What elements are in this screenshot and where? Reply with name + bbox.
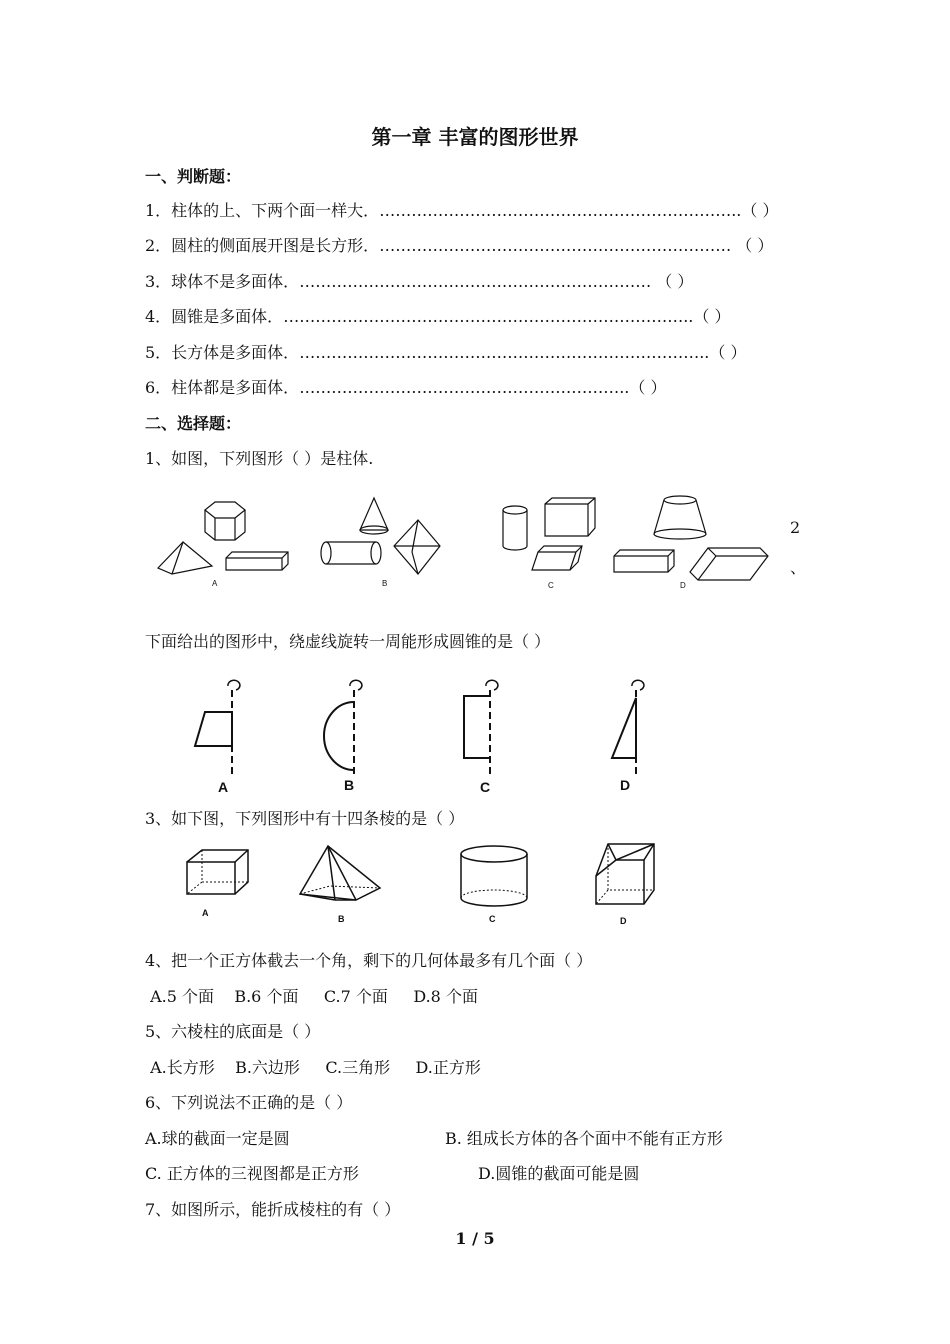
question-5-options: A.长方形 B.六边形 C.三角形 D.正方形	[145, 1058, 481, 1077]
question-6-option-d: D.圆锥的截面可能是圆	[478, 1164, 640, 1183]
q2-label-a: A	[218, 779, 229, 795]
q1-label-a: A	[212, 579, 218, 588]
q2-label-c: C	[480, 779, 491, 795]
q3-label-d: D	[620, 916, 627, 926]
judgement-item-5: 5．长方体是多面体．…………………………………………………………………..（ ）	[145, 343, 747, 362]
question-2: 下面给出的图形中，绕虚线旋转一周能形成圆锥的是（ ）	[145, 632, 551, 651]
judgement-item-3: 3．球体不是多面体．………………………………………………………… （ ）	[145, 272, 694, 291]
question-2-number: 2	[790, 518, 801, 537]
q3-label-a: A	[202, 908, 209, 918]
q2-option-c-shape	[464, 680, 498, 774]
q1-option-d-shapes	[614, 496, 768, 580]
q2-option-d-shape	[612, 680, 644, 774]
question-4-options: A.5 个面 B.6 个面 C.7 个面 D.8 个面	[145, 987, 478, 1006]
section-choice-heading: 二、选择题：	[145, 414, 242, 433]
q1-option-b-shapes	[321, 498, 440, 574]
q3-option-b-shape	[300, 846, 380, 900]
question-6-option-a: A.球的截面一定是圆	[145, 1129, 290, 1148]
q2-figure	[180, 672, 670, 796]
question-7: 7、如图所示，能折成棱柱的有（ ）	[145, 1200, 401, 1219]
page-title: 第一章 丰富的图形世界	[371, 125, 579, 149]
q3-option-a-shape	[187, 850, 248, 894]
q1-label-d: D	[680, 581, 686, 590]
question-5: 5、六棱柱的底面是（ ）	[145, 1022, 321, 1041]
question-2-separator: 、	[790, 558, 807, 577]
judgement-item-1: 1．柱体的上、下两个面一样大．…………………………………………………………..（ ）	[145, 201, 779, 220]
q1-label-b: B	[382, 579, 388, 588]
q1-option-a-shapes	[158, 502, 288, 574]
q3-option-c-shape	[461, 846, 527, 906]
judgement-item-6: 6．柱体都是多面体．……………………………………………………..（ ）	[145, 378, 667, 397]
q2-label-b: B	[344, 777, 355, 793]
q2-label-d: D	[620, 777, 631, 793]
question-6-option-c: C. 正方体的三视图都是正方形	[145, 1164, 359, 1183]
q3-label-c: C	[489, 914, 496, 924]
q2-option-b-shape	[324, 680, 362, 774]
question-6: 6、下列说法不正确的是（ ）	[145, 1093, 353, 1112]
page-number: 1 / 5	[455, 1229, 495, 1248]
q3-option-d-shape	[596, 844, 654, 904]
question-3: 3、如下图，下列图形中有十四条棱的是（ ）	[145, 809, 465, 828]
question-6-option-b: B. 组成长方体的各个面中不能有正方形	[445, 1129, 723, 1148]
question-1: 1、如图，下列图形（ ）是柱体.	[145, 449, 374, 468]
q3-figure	[180, 840, 670, 932]
q1-label-c: C	[548, 581, 554, 590]
q2-option-a-shape	[195, 680, 240, 774]
question-4: 4、把一个正方体截去一个角，剩下的几何体最多有几个面（ ）	[145, 951, 593, 970]
section-judgement-heading: 一、判断题：	[145, 167, 242, 186]
judgement-item-4: 4．圆锥是多面体．…………………………………………………………………..（ ）	[145, 307, 731, 326]
q1-option-c-shapes	[503, 498, 595, 570]
judgement-item-2: 2．圆柱的侧面展开图是长方形．………………………………………………………… （ ）	[145, 236, 774, 255]
q3-label-b: B	[338, 914, 345, 924]
q1-figure	[150, 490, 780, 595]
